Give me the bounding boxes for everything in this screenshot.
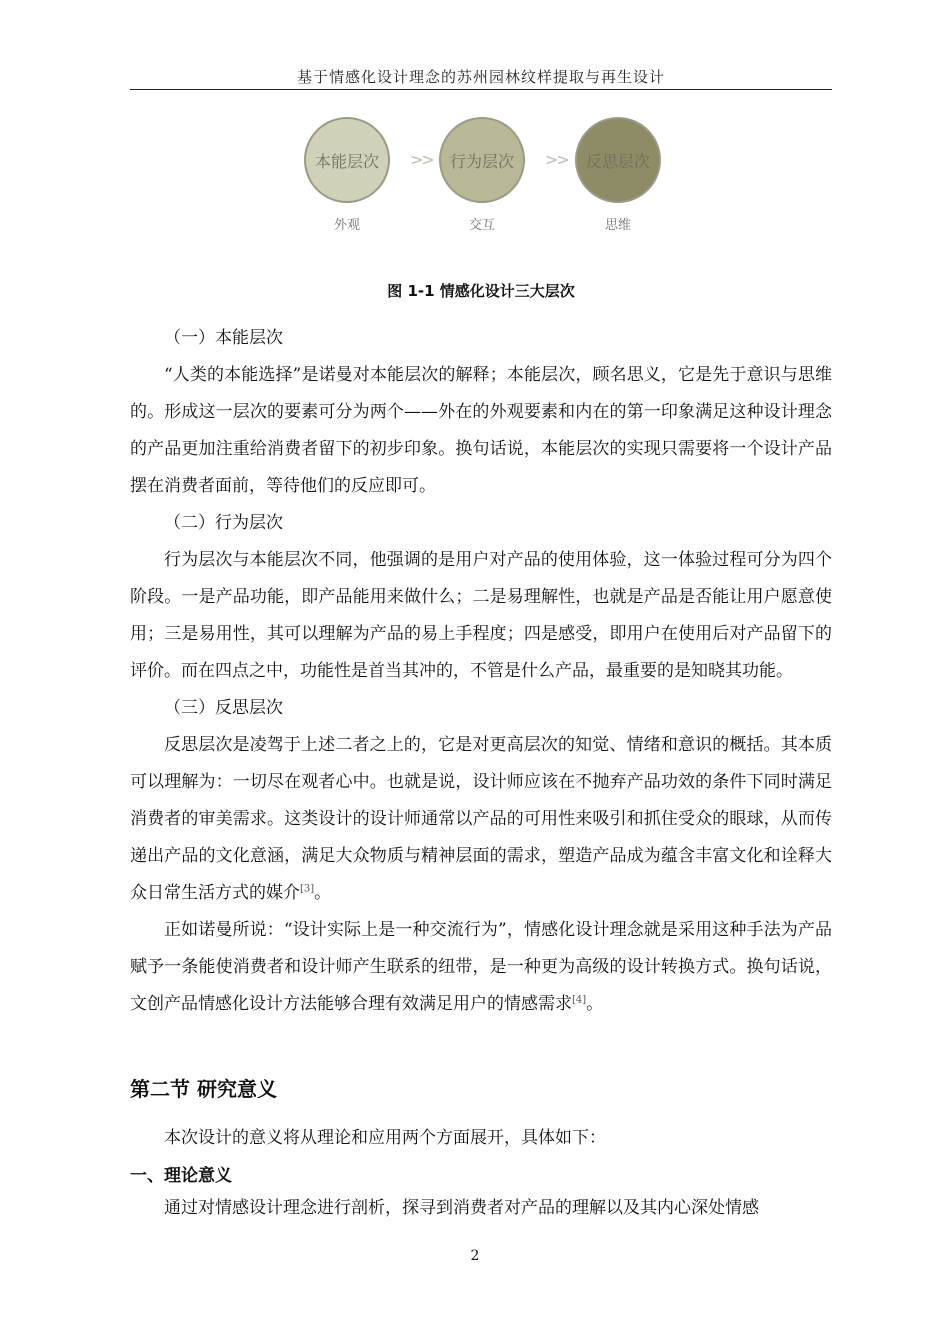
section-title: 第二节 研究意义 (130, 1077, 277, 1101)
paragraph-end: 。 (586, 994, 604, 1014)
paragraph-instinct: “人类的本能选择”是诺曼对本能层次的解释；本能层次，顾名思义，它是先于意识与思维的。形成这一层次的要素可分为两个——外在的外观要素和内在的第一印象满足这种设计理念的产品更加注重给消费者留下的初步印象。换句话说，本能层次的实现只需要将一个设计产品摆在消费者面前，等待他们的反应即可。 (130, 365, 832, 496)
arrow-icon: >> (545, 150, 568, 169)
page-number: 2 (470, 1248, 480, 1264)
caption-interaction: 交互 (468, 218, 495, 233)
figure-caption: 图 1-1 情感化设计三大层次 (387, 282, 575, 300)
citation-ref: [4] (572, 994, 587, 1006)
citation-ref: [3] (300, 883, 315, 895)
theory-text (130, 1190, 832, 1227)
caption-thinking: 思维 (604, 218, 631, 233)
circle-instinct-level: 本能层次 (304, 117, 390, 203)
paragraph-norman-quote (130, 912, 832, 1023)
paragraph-behavior: 行为层次与本能层次不同，他强调的是用户对产品的使用体验，这一体验过程可分为四个阶段。一是产品功能，即产品能用来做什么；二是易理解性，也就是产品是否能让用户愿意使用；三是易用性，其可以理解为产品的易上手程度；四是感受，即用户在使用后对产品留下的评价。而在四点之中，功能性是首当其冲的，不管是什么产品，最重要的是知晓其功能。 (130, 550, 832, 681)
running-header: 基于情感化设计理念的苏州园林纹样提取与再生设计 (296, 68, 665, 86)
subsection-heading-reflection: （三）反思层次 (164, 698, 283, 718)
body-text-block (130, 320, 832, 1023)
section2-intro: 本次设计的意义将从理论和应用两个方面展开，具体如下： (164, 1128, 606, 1148)
paragraph-reflection (130, 727, 832, 912)
subsection-heading-behavior: （二）行为层次 (164, 513, 283, 533)
caption-appearance: 外观 (333, 218, 360, 233)
paragraph-reflection-text: 反思层次是凌驾于上述二者之上的，它是对更高层次的知觉、情绪和意识的概括。其本质可以理解为：一切尽在观者心中。也就是说，设计师应该在不抛弃产品功效的条件下同时满足消费者的审美需求。这类设计的设计师通常以产品的可用性来吸引和抓住受众的眼球，从而传递出产品的文化意涵，满足大众物质与精神层面的需求，塑造产品成为蕴含丰富文化和诠释大众日常生活方式的媒介 (130, 735, 832, 903)
paragraph-norman-text: 正如诺曼所说：“设计实际上是一种交流行为”，情感化设计理念就是采用这种手法为产品赋予一条能使消费者和设计师产生联系的纽带，是一种更为高级的设计转换方式。换句话说，文创产品情感化设计方法能够合理有效满足用户的情感需求 (130, 920, 832, 1014)
circle-behavior-level: 行为层次 (439, 117, 525, 203)
paragraph-end: 。 (314, 883, 332, 903)
subsection-title-theory: 一、理论意义 (130, 1166, 232, 1186)
emotional-design-diagram (0, 0, 950, 260)
subsection-heading-instinct: （一）本能层次 (164, 328, 283, 348)
arrow-icon: >> (410, 150, 433, 169)
paragraph-theory: 通过对情感设计理念进行剖析，探寻到消费者对产品的理解以及其内心深处情感 (164, 1198, 759, 1218)
section2-text (130, 1120, 832, 1157)
circle-reflection-level: 反思层次 (575, 117, 661, 203)
